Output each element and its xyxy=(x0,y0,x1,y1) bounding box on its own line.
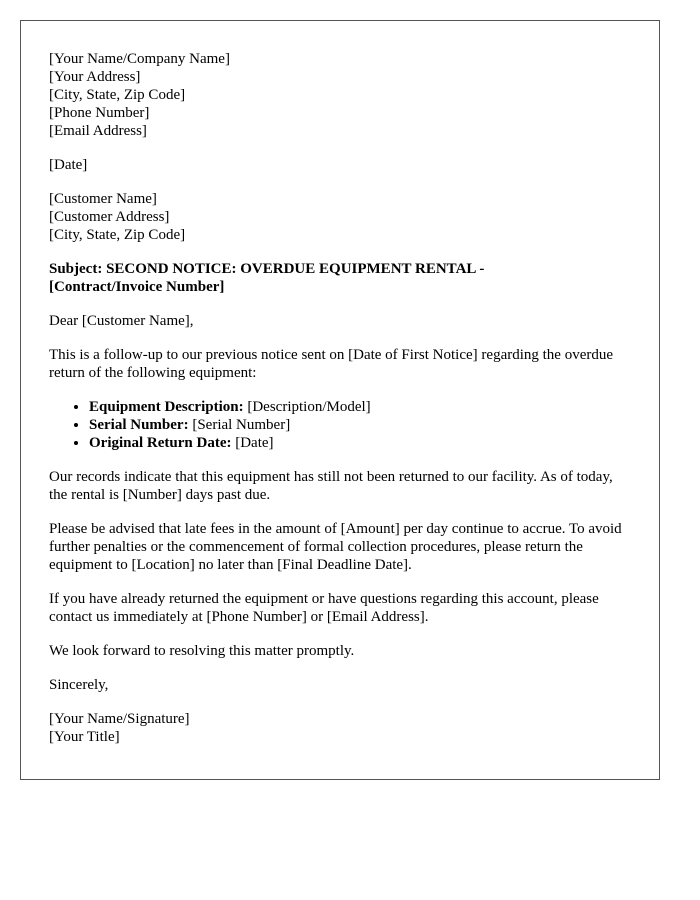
sender-phone: [Phone Number] xyxy=(49,105,150,121)
recipient-address: [Customer Address] xyxy=(49,209,170,225)
equipment-list xyxy=(49,398,631,452)
salutation: Dear [Customer Name], xyxy=(49,313,194,329)
recipient-name: [Customer Name] xyxy=(49,191,157,207)
recipient-block xyxy=(49,190,631,244)
subject-text-line1: SECOND NOTICE: OVERDUE EQUIPMENT RENTAL - xyxy=(106,261,485,277)
signature-title: [Your Title] xyxy=(49,729,120,745)
original-return-date-term: Original Return Date: xyxy=(89,435,232,451)
equipment-description-term: Equipment Description: xyxy=(89,399,244,415)
closing: Sincerely, xyxy=(49,677,109,693)
letter-frame xyxy=(20,20,660,780)
subject-line xyxy=(49,260,631,296)
sender-name: [Your Name/Company Name] xyxy=(49,51,230,67)
contact-paragraph: If you have already returned the equipment or have questions regarding this account, please contact us immediately at [Phone Number] or [Email Address]. xyxy=(49,591,599,625)
date-block xyxy=(49,156,631,174)
serial-number-value: [Serial Number] xyxy=(192,417,291,433)
list-item xyxy=(89,416,631,434)
records-paragraph: Our records indicate that this equipment has still not been returned to our facility. As of today, the rental is [Number] days past due. xyxy=(49,469,613,503)
sender-city-state-zip: [City, State, Zip Code] xyxy=(49,87,186,103)
list-item xyxy=(89,398,631,416)
signature-block xyxy=(49,710,631,746)
subject-label: Subject: xyxy=(49,261,103,277)
sender-email: [Email Address] xyxy=(49,123,147,139)
equipment-description-value: [Description/Model] xyxy=(247,399,371,415)
recipient-city-state-zip: [City, State, Zip Code] xyxy=(49,227,186,243)
original-return-date-value: [Date] xyxy=(235,435,274,451)
signature-name: [Your Name/Signature] xyxy=(49,711,190,727)
letter-date: [Date] xyxy=(49,157,88,173)
sender-address: [Your Address] xyxy=(49,69,141,85)
serial-number-term: Serial Number: xyxy=(89,417,189,433)
closing-remark-paragraph: We look forward to resolving this matter promptly. xyxy=(49,643,355,659)
subject-text-line2: [Contract/Invoice Number] xyxy=(49,279,225,295)
late-fees-paragraph: Please be advised that late fees in the amount of [Amount] per day continue to accrue. To avoid further penalties or the commencement of formal collection procedures, please return the equipment to [Location] no later than [Final Deadline Date]. xyxy=(49,521,622,573)
sender-block xyxy=(49,50,631,140)
intro-paragraph: This is a follow-up to our previous notice sent on [Date of First Notice] regarding the overdue return of the following equipment: xyxy=(49,347,614,381)
list-item xyxy=(89,434,631,452)
